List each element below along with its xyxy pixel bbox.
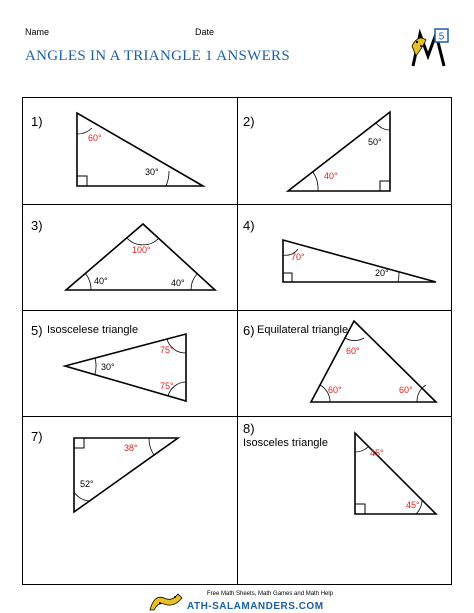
angle-label: 38°: [124, 443, 138, 453]
problem-number: 3): [31, 218, 43, 233]
problem-number: 8): [243, 421, 255, 436]
problem-4: [238, 204, 453, 310]
problem-subtitle: Equilateral triangle: [257, 324, 349, 336]
problem-7: [23, 416, 238, 522]
footer-tagline: Free Math Sheets, Math Games and Math Help: [207, 591, 334, 597]
angle-label: 75°: [160, 345, 174, 355]
angle-label: 70°: [291, 252, 305, 262]
problem-1: [23, 98, 238, 204]
triangle-figure: [23, 98, 238, 204]
triangle-figure: [23, 204, 238, 310]
triangle-figure: [238, 310, 453, 416]
problem-8: [238, 416, 453, 522]
angle-label: 40°: [324, 171, 338, 181]
triangle-figure: [23, 310, 238, 416]
date-label: Date: [195, 27, 215, 37]
problem-number: 1): [31, 114, 43, 129]
angle-label: 50°: [368, 137, 382, 147]
problem-3: [23, 204, 238, 310]
angle-label: 60°: [88, 133, 102, 143]
angle-label: 100°: [132, 245, 151, 255]
triangle-figure: [238, 204, 453, 310]
triangle-figure: [23, 416, 238, 522]
angle-label: 75°: [160, 381, 174, 391]
angle-label: 30°: [101, 362, 115, 372]
angle-label: 60°: [328, 385, 342, 395]
angle-label: 45°: [406, 500, 420, 510]
angle-label: 60°: [399, 385, 413, 395]
name-label: Name: [25, 27, 50, 37]
problem-number: 7): [31, 429, 43, 444]
triangle-figure: [238, 416, 453, 522]
salamander-logo-icon: [408, 26, 451, 70]
footer-brand[interactable]: ATH-SALAMANDERS.COM: [187, 601, 324, 612]
problem-6: [238, 310, 453, 416]
salamander-footer-icon: [148, 590, 184, 612]
problem-2: [238, 98, 453, 204]
problem-subtitle: Isoscelese triangle: [47, 324, 139, 336]
problem-subtitle: Isosceles triangle: [243, 437, 328, 449]
problem-number: 2): [243, 114, 255, 129]
angle-label: 20°: [375, 268, 389, 278]
angle-label: 52°: [80, 479, 94, 489]
logo-grade: 5: [438, 31, 445, 43]
problem-number: 4): [243, 218, 255, 233]
angle-label: 40°: [171, 278, 185, 288]
problem-number: 5): [31, 323, 43, 338]
problem-grid: [22, 97, 452, 585]
problem-number: 6): [243, 323, 255, 338]
page-title: ANGLES IN A TRIANGLE 1 ANSWERS: [25, 48, 290, 64]
angle-label: 45°: [370, 448, 384, 458]
angle-label: 40°: [94, 276, 108, 286]
problem-5: [23, 310, 238, 416]
angle-label: 60°: [346, 346, 360, 356]
triangle-figure: [238, 98, 453, 204]
angle-label: 30°: [145, 167, 159, 177]
